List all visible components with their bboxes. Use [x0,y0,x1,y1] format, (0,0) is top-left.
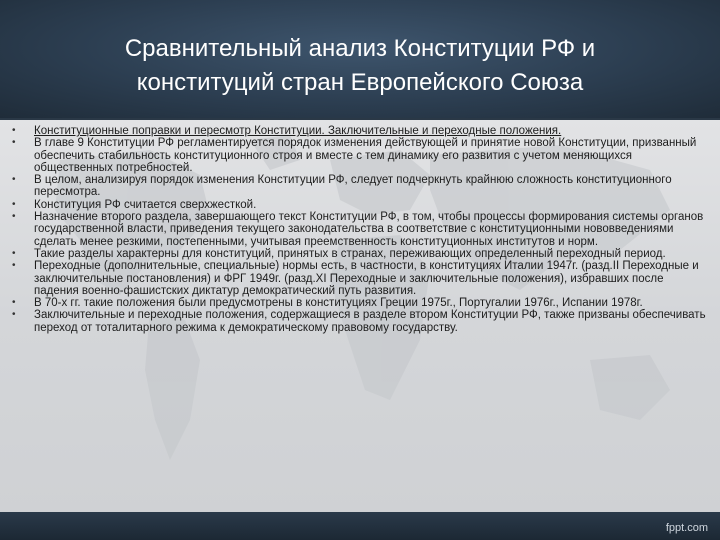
bullet-text: Конституция РФ считается сверхжесткой. [34,198,257,211]
bullet-text: Заключительные и переходные положения, содержащиеся в разделе втором Конституции РФ, также призваны обеспечивать переход от тоталитарного режима к демократическому правовому государству. [34,309,706,334]
bullet-marker: • [12,247,16,259]
list-item [10,125,706,137]
bullet-marker: • [12,211,16,223]
bullet-text: В целом, анализируя порядок изменения Конституции РФ, следует подчеркнуть крайнюю сложность конституционного пересмотра. [34,174,672,199]
slide-title [40,32,680,100]
title-line-1: Сравнительный анализ Конституции РФ и [124,35,596,62]
bullet-text: Переходные (дополнительные, специальные) нормы есть, в частности, в конституциях Италии 1947г. (разд.II Переходные и заключительные постановления) и ФРГ 1949г. (разд.XI Переходные и заключительные положения), избравших после падения военно-фашистских диктатур демократический путь развития. [34,260,699,297]
list-item [10,260,706,297]
list-item [10,137,706,174]
bullet-list [10,125,706,334]
content-panel [0,120,720,512]
list-item [10,211,706,248]
bullet-text: Конституционные поправки и пересмотр Конституции. Заключительные и переходные положения. [34,125,562,137]
bullet-marker: • [12,309,16,321]
bullet-marker: • [12,260,16,272]
footer-brand: fppt.com [665,522,708,534]
title-line-2: конституций стран Европейского Союза [136,69,584,96]
slide-header [0,0,720,118]
list-item [10,174,706,199]
bullet-marker: • [12,174,16,186]
bullet-marker: • [12,297,16,309]
bullet-text: В главе 9 Конституции РФ регламентируется порядок изменения действующей и принятие новой Конституции, призванный обеспечить стабильность конституционного строя и вместе с тем динамику его развития с учетом меняющихся общественных потребностей. [34,137,697,174]
slide-footer [0,512,720,540]
bullet-text: Такие разделы характерны для конституций, принятых в странах, переживающих определенный переходный период. [34,247,666,260]
bullet-text: В 70-х гг. такие положения были предусмотрены в конституциях Греции 1975г., Португалии 1976г., Испании 1978г. [34,297,643,310]
list-item [10,199,706,211]
list-item [10,297,706,309]
bullet-text: Назначение второго раздела, завершающего текст Конституции РФ, в том, чтобы процессы формирования системы органов государственной власти, приведения текущего законодательства в соответствие с конституционными нововведениями сделать менее резкими, постепенными, учитывая преемственность конституционных институтов и норм. [34,211,704,248]
list-item [10,309,706,334]
bullet-marker: • [12,198,16,210]
bullet-marker: • [12,137,16,149]
list-item [10,248,706,260]
bullet-marker: • [12,125,16,136]
